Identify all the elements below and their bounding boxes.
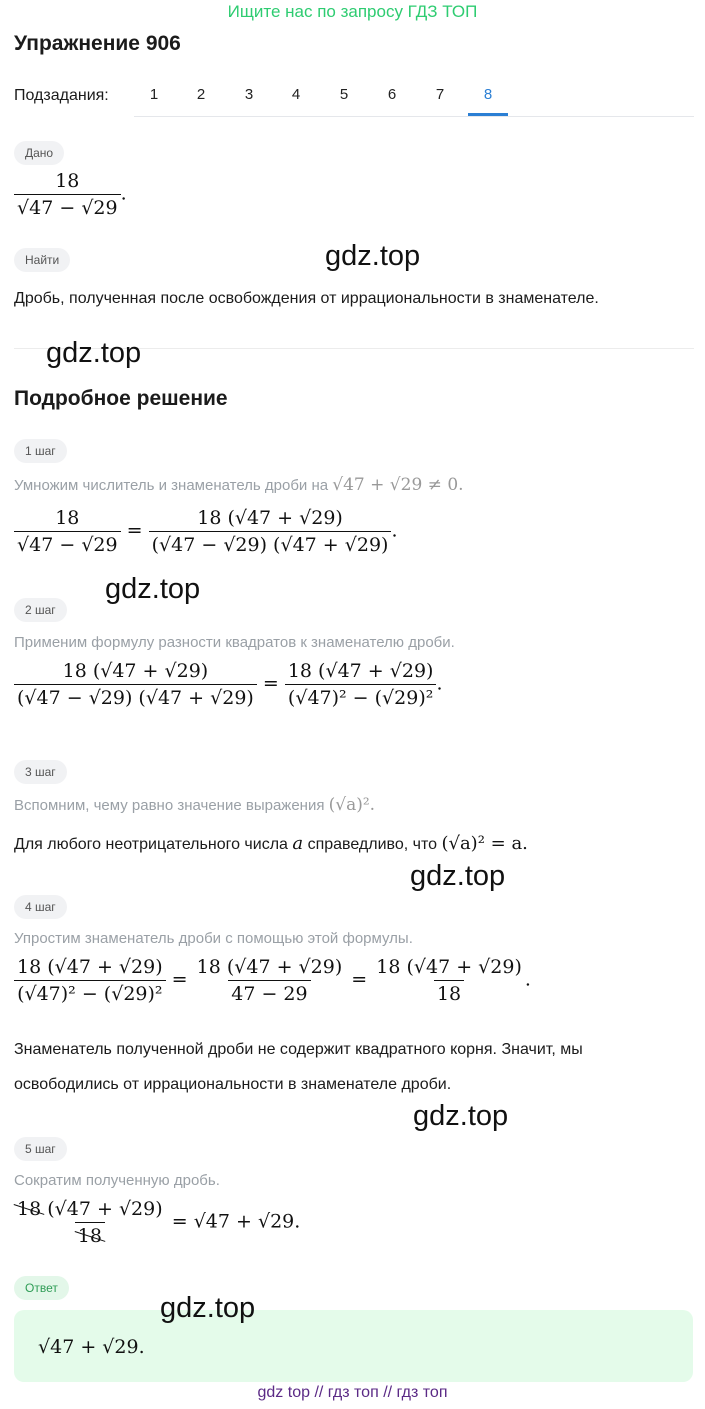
tab-subtask-6[interactable]: 6	[387, 86, 397, 103]
step-4-text-line-1: Знаменатель полученной дроби не содержит квадратного корня. Значит, мы	[14, 1041, 583, 1058]
tab-subtask-2[interactable]: 2	[196, 86, 206, 103]
find-text: Дробь, полученная после освобождения от иррациональности в знаменателе.	[14, 290, 599, 307]
find-pill: Найти	[14, 248, 70, 272]
tab-subtask-3[interactable]: 3	[244, 86, 254, 103]
tab-subtask-4[interactable]: 4	[291, 86, 301, 103]
step-1-hint: Умножим числитель и знаменатель дроби на √47 + √29 ≠ 0.	[14, 475, 464, 495]
step-5-pill: 5 шаг	[14, 1137, 67, 1161]
watermark: gdz.top	[46, 337, 142, 369]
step-1-equation: $\frac{18}{√47 - √29}$ = $\frac{18 (√47 + √29)}{(√47 - √29) (√47 + √29)}$ .	[14, 507, 398, 556]
cancelled-18-denominator: 18	[77, 1225, 102, 1247]
page-title: Упражнение 906	[14, 32, 181, 55]
step-2-pill: 2 шаг	[14, 598, 67, 622]
subtasks-tabs	[134, 78, 694, 117]
answer-box	[14, 1310, 693, 1382]
step-2-hint: Применим формулу разности квадратов к знаменателю дроби.	[14, 634, 455, 651]
answer-value: √47 + √29.	[38, 1336, 145, 1358]
subtasks-label: Подзадания:	[14, 87, 109, 104]
step-3-hint: Вспомним, чему равно значение выражения (√a)².	[14, 795, 376, 815]
footer-separator: //	[314, 1384, 324, 1401]
tab-subtask-1[interactable]: 1	[149, 86, 159, 103]
step-3-text: Для любого неотрицательного числа a справедливо, что (√a)² = a.	[14, 833, 528, 854]
footer-separator: //	[383, 1384, 393, 1401]
tab-subtask-7[interactable]: 7	[435, 86, 445, 103]
step-4-hint: Упростим знаменатель дроби с помощью этой формулы.	[14, 930, 413, 947]
footer-link-3[interactable]: гдз топ	[396, 1384, 448, 1401]
watermark: gdz.top	[413, 1100, 509, 1132]
step-2-equation: $\frac{18 (√47 + √29)}{(√47 - √29) (√47 + √29)}$ = $\frac{18 (√47 + √29)}{\text{(√47)² − (√29)²}}$ .	[14, 660, 443, 709]
step-5-hint: Сократим полученную дробь.	[14, 1172, 220, 1189]
step-4-equation: $\frac{18 (√47 + √29)}{\text{(√47)² − (√29)²}}$ = $\frac{18 (√47 + √29)}{47 - 29}$ = $\frac{18 (√47 + √29)}{18}$ .	[14, 956, 531, 1005]
cancelled-18-numerator: 18	[17, 1198, 42, 1220]
top-banner: Ищите нас по запросу ГДЗ ТОП	[227, 2, 478, 21]
watermark: gdz.top	[105, 573, 201, 605]
answer-pill: Ответ	[14, 1276, 69, 1300]
step-5-equation: $\frac{18 (√47 + √29)}{18}$ = √47 + √29.	[17, 1198, 301, 1247]
given-expression: $\frac{18}{√47 - √29}$ .	[14, 170, 127, 219]
active-tab-indicator	[468, 113, 508, 116]
given-pill: Дано	[14, 141, 64, 165]
footer-link-1[interactable]: gdz top	[257, 1384, 310, 1401]
step-1-pill: 1 шаг	[14, 439, 67, 463]
step-3-pill: 3 шаг	[14, 760, 67, 784]
tab-subtask-8[interactable]: 8	[483, 86, 493, 103]
footer-links	[0, 1384, 705, 1402]
footer-link-2[interactable]: гдз топ	[327, 1384, 379, 1401]
tab-subtask-5[interactable]: 5	[339, 86, 349, 103]
watermark: gdz.top	[160, 1292, 256, 1324]
watermark: gdz.top	[410, 860, 506, 892]
watermark: gdz.top	[325, 240, 421, 272]
solution-title: Подробное решение	[14, 387, 228, 410]
step-4-text-line-2: освободились от иррациональности в знаменателе дроби.	[14, 1076, 452, 1093]
step-4-pill: 4 шаг	[14, 895, 67, 919]
